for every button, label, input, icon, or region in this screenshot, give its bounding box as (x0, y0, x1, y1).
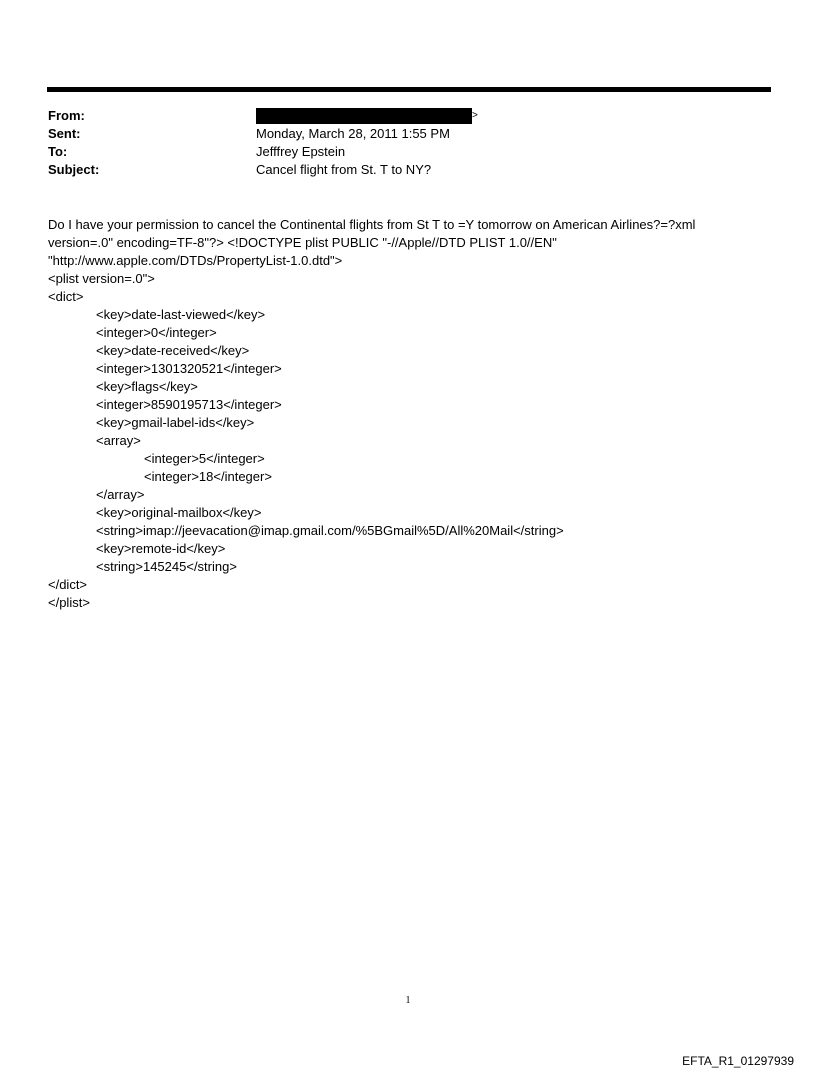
document-id: EFTA_R1_01297939 (682, 1054, 794, 1068)
body-line: <dict> (48, 289, 84, 304)
redaction-block (256, 108, 472, 124)
body-line: <integer>5</integer> (144, 451, 265, 466)
from-label: From: (48, 108, 85, 123)
body-line: <string>145245</string> (96, 559, 237, 574)
body-line: </array> (96, 487, 145, 502)
body-line: <key>original-mailbox</key> (96, 505, 262, 520)
to-value: Jefffrey Epstein (256, 144, 346, 159)
body-line: <plist version=.0"> (48, 271, 155, 286)
email-body (48, 216, 778, 612)
body-line: Do I have your permission to cancel the Continental flights from St T to =Y tomorrow on American Airlines?=?xml (48, 217, 696, 232)
body-line: <key>remote-id</key> (96, 541, 226, 556)
body-line: <integer>1301320521</integer> (96, 361, 282, 376)
to-row (48, 143, 450, 161)
body-line: <key>date-last-viewed</key> (96, 307, 266, 322)
to-label: To: (48, 144, 68, 159)
sent-value: Monday, March 28, 2011 1:55 PM (256, 126, 450, 141)
page-number: 1 (405, 995, 411, 1006)
sent-label: Sent: (48, 126, 81, 141)
body-line: <key>gmail-label-ids</key> (96, 415, 255, 430)
body-line: version=.0" encoding=TF-8"?> <!DOCTYPE plist PUBLIC "-//Apple//DTD PLIST 1.0//EN" (48, 235, 557, 250)
subject-value: Cancel flight from St. T to NY? (256, 162, 432, 177)
body-line: <key>flags</key> (96, 379, 198, 394)
from-tail: > (472, 110, 478, 121)
body-line: <string>imap://jeevacation@imap.gmail.com/%5BGmail%5D/All%20Mail</string> (96, 523, 564, 538)
body-line: <array> (96, 433, 141, 448)
body-line: <integer>0</integer> (96, 325, 217, 340)
sent-row (48, 125, 450, 143)
subject-row (48, 161, 450, 179)
from-row (48, 107, 478, 125)
body-line: <integer>8590195713</integer> (96, 397, 282, 412)
subject-label: Subject: (48, 162, 100, 177)
email-header (48, 107, 478, 179)
body-line: <key>date-received</key> (96, 343, 250, 358)
body-line: "http://www.apple.com/DTDs/PropertyList-1.0.dtd"> (48, 253, 343, 268)
header-rule (47, 87, 771, 92)
body-line: </dict> (48, 577, 88, 592)
body-line: <integer>18</integer> (144, 469, 272, 484)
body-line: </plist> (48, 595, 90, 610)
